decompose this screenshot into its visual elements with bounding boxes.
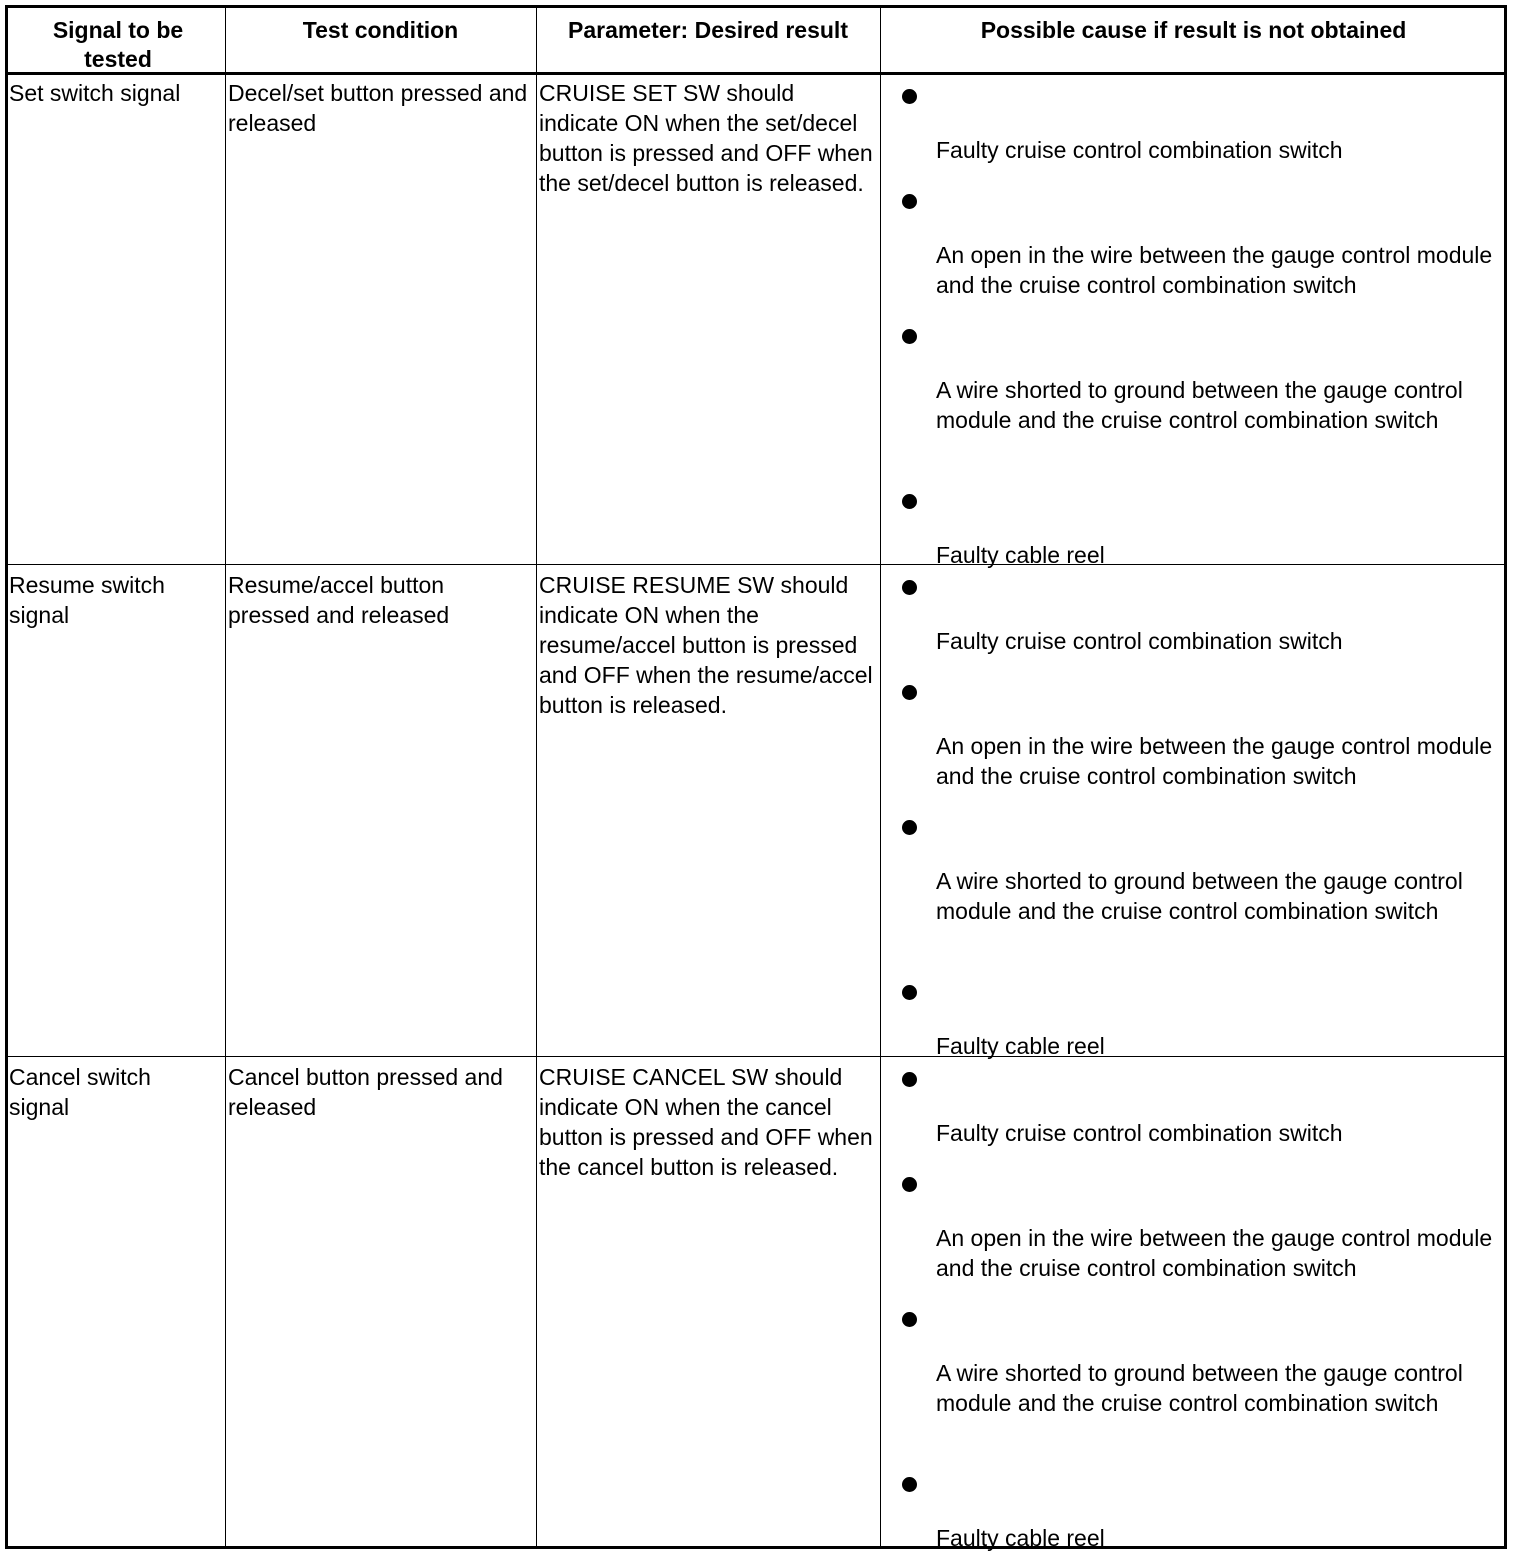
cause-text: Faulty cable reel bbox=[936, 1525, 1105, 1551]
cause-item bbox=[888, 574, 1498, 679]
bullet-icon bbox=[902, 1312, 917, 1327]
bullet-icon bbox=[902, 1477, 917, 1492]
cause-text: Faulty cruise control combination switch bbox=[936, 628, 1343, 654]
cause-item bbox=[888, 1066, 1498, 1171]
bullet-icon bbox=[902, 1177, 917, 1192]
cause-text: Faulty cable reel bbox=[936, 542, 1105, 568]
bullet-icon bbox=[902, 194, 917, 209]
cause-item bbox=[888, 1471, 1498, 1551]
cause-item bbox=[888, 1171, 1498, 1306]
header-divider bbox=[8, 72, 1504, 75]
cause-item bbox=[888, 979, 1498, 1059]
row-parameter: CRUISE RESUME SW should indicate ON when the resume/accel button is pressed and OFF when the resume/accel button is released. bbox=[539, 572, 873, 718]
bullet-icon bbox=[902, 820, 917, 835]
cause-text: A wire shorted to ground between the gauge control module and the cruise control combination switch bbox=[936, 377, 1463, 433]
cause-text: An open in the wire between the gauge control module and the cruise control combination switch bbox=[936, 242, 1493, 298]
row-parameter: CRUISE SET SW should indicate ON when the set/decel button is pressed and OFF when the set/decel button is released. bbox=[539, 80, 873, 196]
bullet-icon bbox=[902, 329, 917, 344]
column-divider bbox=[880, 8, 881, 1546]
cause-item bbox=[888, 188, 1498, 323]
header-possible-cause: Possible cause if result is not obtained bbox=[980, 17, 1407, 43]
bullet-icon bbox=[902, 685, 917, 700]
diagnostic-table bbox=[5, 5, 1507, 1549]
column-divider bbox=[225, 8, 226, 1546]
cause-item bbox=[888, 83, 1498, 188]
cause-text: Faulty cruise control combination switch bbox=[936, 1120, 1343, 1146]
cause-item bbox=[888, 814, 1498, 979]
row-signal: Resume switch signal bbox=[9, 572, 165, 628]
cause-item bbox=[888, 1306, 1498, 1471]
bullet-icon bbox=[902, 1072, 917, 1087]
bullet-icon bbox=[902, 985, 917, 1000]
column-divider bbox=[536, 8, 537, 1546]
header-test-condition: Test condition bbox=[302, 17, 459, 43]
cause-list bbox=[888, 1066, 1498, 1551]
cause-text: A wire shorted to ground between the gauge control module and the cruise control combination switch bbox=[936, 868, 1463, 924]
cause-text: An open in the wire between the gauge control module and the cruise control combination switch bbox=[936, 1225, 1493, 1281]
cause-item bbox=[888, 323, 1498, 488]
row-signal: Set switch signal bbox=[9, 80, 181, 106]
row-test-condition: Resume/accel button pressed and released bbox=[228, 572, 450, 628]
header-parameter: Parameter: Desired result bbox=[568, 17, 848, 43]
cause-list bbox=[888, 574, 1498, 1059]
row-test-condition: Decel/set button pressed and released bbox=[228, 80, 528, 136]
bullet-icon bbox=[902, 580, 917, 595]
cause-item bbox=[888, 488, 1498, 568]
bullet-icon bbox=[902, 494, 917, 509]
cause-text: Faulty cable reel bbox=[936, 1033, 1105, 1059]
row-signal: Cancel switch signal bbox=[9, 1064, 151, 1120]
row-parameter: CRUISE CANCEL SW should indicate ON when the cancel button is pressed and OFF when the cancel button is released. bbox=[539, 1064, 873, 1180]
cause-list bbox=[888, 83, 1498, 568]
cause-text: An open in the wire between the gauge control module and the cruise control combination switch bbox=[936, 733, 1493, 789]
header-signal: Signal to be tested bbox=[52, 17, 184, 72]
cause-item bbox=[888, 679, 1498, 814]
bullet-icon bbox=[902, 89, 917, 104]
row-test-condition: Cancel button pressed and released bbox=[228, 1064, 503, 1120]
cause-text: Faulty cruise control combination switch bbox=[936, 137, 1343, 163]
cause-text: A wire shorted to ground between the gauge control module and the cruise control combination switch bbox=[936, 1360, 1463, 1416]
